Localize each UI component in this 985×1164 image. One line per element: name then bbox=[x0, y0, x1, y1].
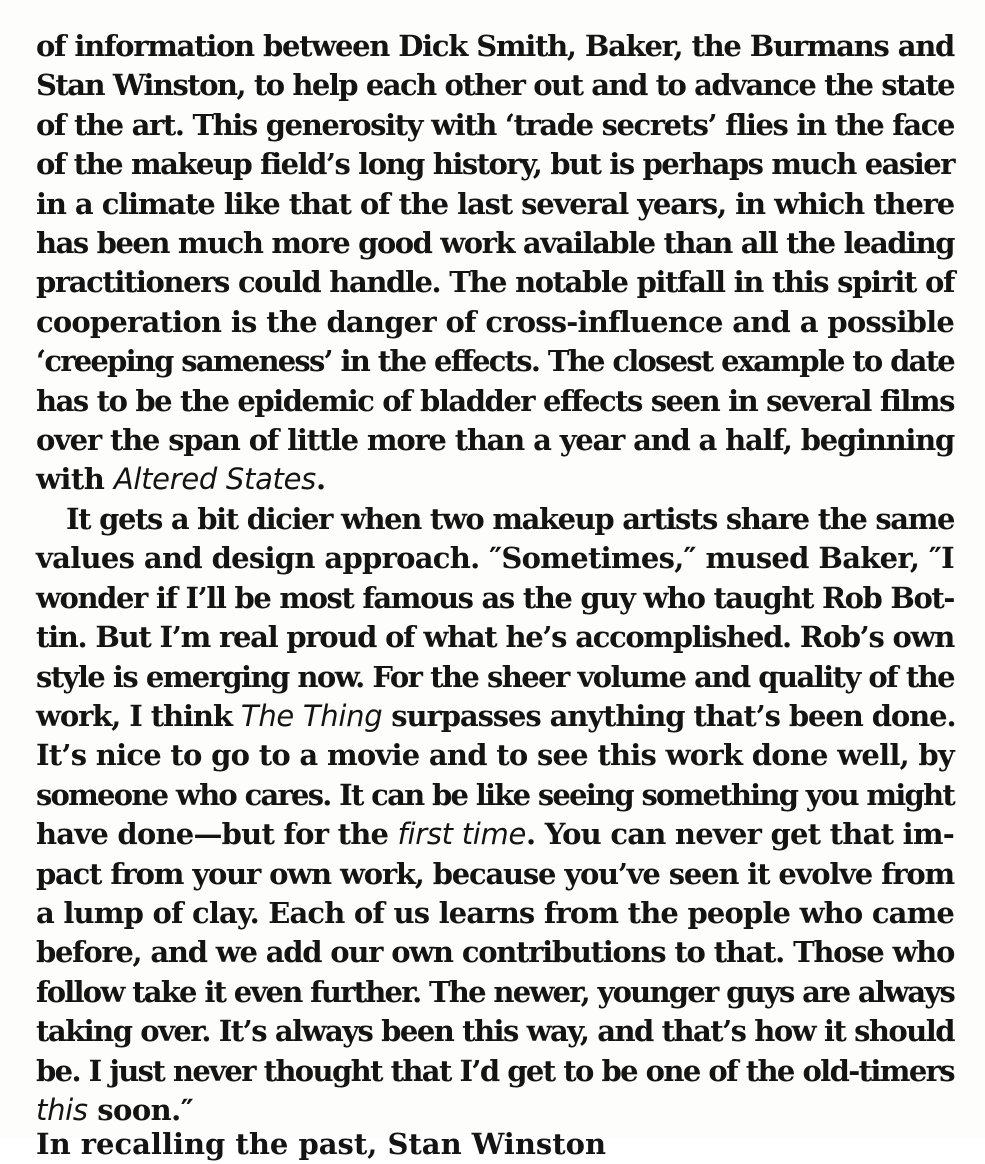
text-line: pact from your own work, because you’ve seen it evolve from bbox=[36, 856, 954, 891]
text-line: of the art. This generosity with ‘trade secrets’ flies in the face bbox=[36, 107, 954, 142]
text-line: values and design approach. ″Sometimes,″ mused Baker, ″I bbox=[36, 541, 954, 576]
text-line: of information between Dick Smith, Baker, the Burmans and bbox=[36, 29, 954, 63]
text-line: wonder if I’ll be most famous as the guy who taught Rob Bot- bbox=[36, 580, 954, 615]
text-line: has been much more good work available than all the leading bbox=[36, 226, 954, 261]
emphasis-this: this bbox=[36, 1092, 88, 1127]
text-line: tin. But I’m real proud of what he’s accomplished. Rob’s own bbox=[36, 620, 954, 655]
text-line bbox=[36, 460, 954, 499]
text-run: . You can never get that im- bbox=[526, 817, 954, 852]
paragraph-1 bbox=[36, 27, 954, 500]
cut-off-text-line bbox=[36, 1127, 954, 1161]
text-line: in a climate like that of the last several years, in which there bbox=[36, 186, 954, 221]
film-title-altered-states: Altered States bbox=[113, 462, 316, 497]
text-line bbox=[36, 815, 954, 854]
paragraph-2 bbox=[36, 500, 954, 1131]
text-run: soon.″ bbox=[87, 1092, 194, 1127]
text-run: . bbox=[315, 462, 326, 497]
text-line: Stan Winston, to help each other out and to advance the state bbox=[36, 68, 954, 103]
text-line: has to be the epidemic of bladder effects seen in several films bbox=[36, 383, 954, 418]
text-line: be. I just never thought that I’d get to be one of the old-timers bbox=[36, 1053, 954, 1088]
cut-off-text: In recalling the past, Stan Winston bbox=[36, 1127, 607, 1161]
text-line: of the makeup field’s long history, but is perhaps much easier bbox=[36, 147, 954, 182]
text-line: style is emerging now. For the sheer volume and quality of the bbox=[36, 659, 954, 694]
film-title-the-thing: The Thing bbox=[240, 698, 383, 733]
text-line: cooperation is the danger of cross-influence and a possible bbox=[36, 304, 954, 339]
text-line: follow take it even further. The newer, younger guys are always bbox=[36, 974, 954, 1009]
text-line: before, and we add our own contributions to that. Those who bbox=[36, 935, 954, 970]
text-run: work, I think bbox=[36, 698, 241, 733]
text-run: surpasses anything that’s been done. bbox=[382, 698, 956, 733]
text-run: with bbox=[36, 462, 114, 497]
text-column bbox=[36, 27, 954, 1130]
text-line: It’s nice to go to a movie and to see this work done well, by bbox=[36, 738, 954, 773]
text-line: ‘creeping sameness’ in the effects. The closest example to date bbox=[36, 344, 954, 379]
text-line: over the span of little more than a year and a half, beginning bbox=[36, 423, 954, 458]
text-line: taking over. It’s always been this way, and that’s how it should bbox=[36, 1014, 954, 1049]
text-line bbox=[36, 697, 954, 736]
text-run: have done—but for the bbox=[36, 817, 398, 852]
text-line: a lump of clay. Each of us learns from the people who came bbox=[36, 895, 954, 930]
text-line: practitioners could handle. The notable pitfall in this spirit of bbox=[36, 265, 954, 300]
emphasis-first-time: first time bbox=[397, 817, 527, 852]
text-line: It gets a bit dicier when two makeup artists share the same bbox=[66, 501, 954, 536]
text-line: someone who cares. It can be like seeing something you might bbox=[36, 777, 954, 812]
